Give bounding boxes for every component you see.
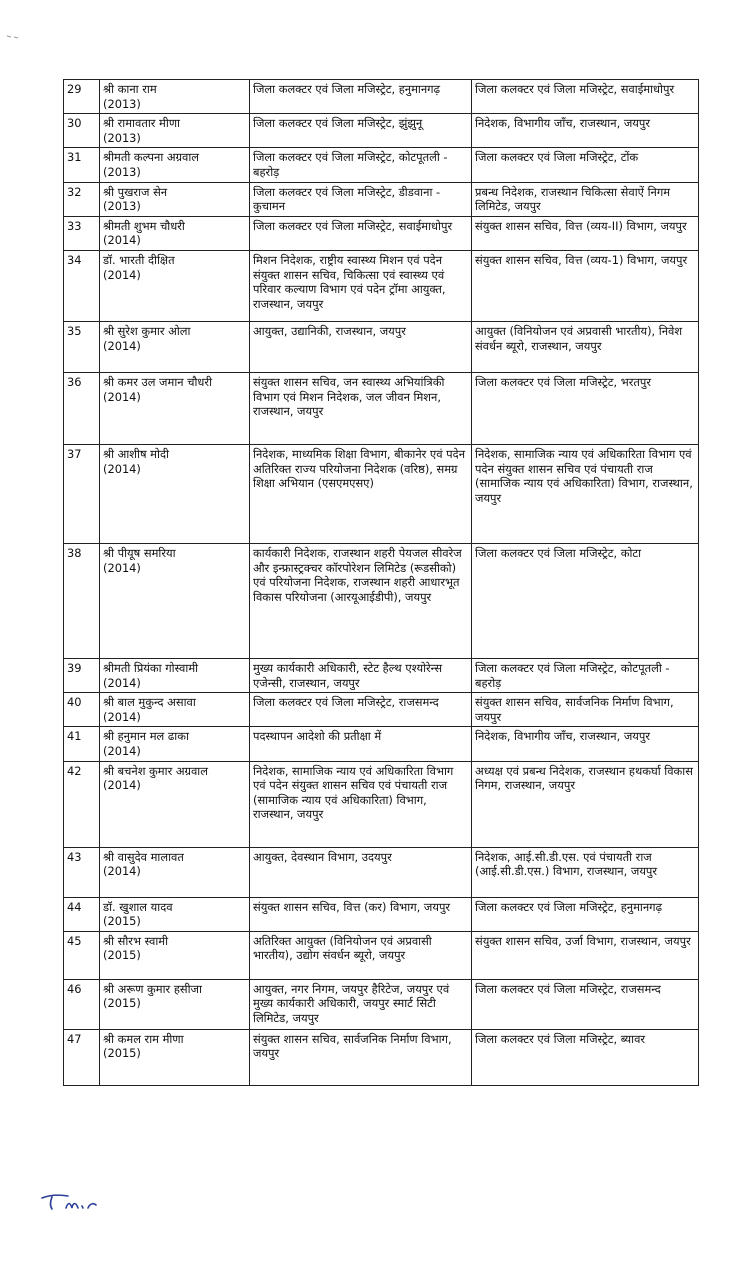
batch-year: (2014) — [103, 461, 141, 476]
officer-cell — [100, 897, 250, 931]
officer-name: श्री काना राम — [103, 82, 157, 96]
scan-mark — [6, 34, 20, 40]
table-row — [64, 897, 699, 931]
serial-number: 30 — [64, 114, 100, 148]
batch-year: (2013) — [103, 164, 141, 179]
officer-name: श्री सौरभ स्वामी — [103, 933, 169, 948]
serial-number: 31 — [64, 148, 100, 182]
new-posting: जिला कलक्टर एवं जिला मजिस्ट्रेट, कोटपूतली - बहरोड़ — [472, 658, 699, 692]
new-posting: संयुक्त शासन सचिव, सार्वजनिक निर्माण विभाग, जयपुर — [472, 693, 699, 727]
serial-number: 44 — [64, 897, 100, 931]
new-posting: निदेशक, विभागीय जाँच, राजस्थान, जयपुर — [472, 727, 699, 761]
batch-year: (2015) — [103, 996, 141, 1011]
serial-number: 39 — [64, 658, 100, 692]
table-row — [64, 931, 699, 979]
current-posting: आयुक्त, नगर निगम, जयपुर हैरिटेज, जयपुर एवं मुख्य कार्यकारी अधिकारी, जयपुर स्मार्ट सिटी लिमिटेड, जयपुर — [250, 979, 472, 1029]
officer-name: श्रीमती शुभम चौधरी — [103, 218, 185, 233]
batch-year: (2014) — [103, 675, 141, 690]
officer-cell — [100, 931, 250, 979]
table-row — [64, 182, 699, 216]
table-row — [64, 216, 699, 250]
table-row — [64, 80, 699, 114]
table-row — [64, 148, 699, 182]
officer-cell — [100, 250, 250, 321]
current-posting: संयुक्त शासन सचिव, वित्त (कर) विभाग, जयपुर — [250, 897, 472, 931]
current-posting: मिशन निदेशक, राष्ट्रीय स्वास्थ्य मिशन एवं पदेन संयुक्त शासन सचिव, चिकित्सा एवं स्वास्थ्य एवं परिवार कल्याण विभाग एवं पदेन ट्रॉमा आयुक्त, राजस्थान, जयपुर — [250, 250, 472, 321]
officer-name: श्रीमती कल्पना अग्रवाल — [103, 150, 200, 165]
officer-cell — [100, 847, 250, 897]
current-posting: जिला कलक्टर एवं जिला मजिस्ट्रेट, डीडवाना - कुचामन — [250, 182, 472, 216]
new-posting: संयुक्त शासन सचिव, वित्त (व्यय-II) विभाग, जयपुर — [472, 216, 699, 250]
serial-number: 41 — [64, 727, 100, 761]
batch-year: (2013) — [103, 130, 141, 145]
officer-name: श्री सुरेश कुमार ओला — [103, 323, 191, 338]
new-posting: जिला कलक्टर एवं जिला मजिस्ट्रेट, टोंक — [472, 148, 699, 182]
batch-year: (2014) — [103, 338, 141, 353]
officer-name: श्री आशीष मोदी — [103, 446, 169, 461]
batch-year: (2014) — [103, 709, 141, 724]
batch-year: (2015) — [103, 1046, 141, 1061]
officer-name: श्री वासुदेव मालावत — [103, 849, 184, 864]
officer-cell — [100, 216, 250, 250]
officer-cell — [100, 727, 250, 761]
batch-year: (2015) — [103, 914, 141, 929]
new-posting: जिला कलक्टर एवं जिला मजिस्ट्रेट, ब्यावर — [472, 1029, 699, 1085]
officer-name: श्री बाल मुकुन्द असावा — [103, 695, 196, 710]
serial-number: 35 — [64, 321, 100, 372]
officer-cell — [100, 148, 250, 182]
current-posting: मुख्य कार्यकारी अधिकारी, स्टेट हैल्थ एश्योरेन्स एजेन्सी, राजस्थान, जयपुर — [250, 658, 472, 692]
new-posting: जिला कलक्टर एवं जिला मजिस्ट्रेट, राजसमन्द — [472, 979, 699, 1029]
officer-name: श्री कमर उल जमान चौधरी — [103, 374, 213, 389]
batch-year: (2013) — [103, 199, 141, 214]
current-posting: अतिरिक्त आयुक्त (विनियोजन एवं अप्रवासी भारतीय), उद्योग संवर्धन ब्यूरो, जयपुर — [250, 931, 472, 979]
officer-name: श्री बचनेश कुमार अग्रवाल — [103, 763, 208, 778]
new-posting: निदेशक, विभागीय जाँच, राजस्थान, जयपुर — [472, 114, 699, 148]
serial-number: 38 — [64, 543, 100, 658]
serial-number: 47 — [64, 1029, 100, 1085]
officer-cell — [100, 543, 250, 658]
batch-year: (2014) — [103, 267, 141, 282]
officer-name: श्रीमती प्रियंका गोस्वामी — [103, 660, 199, 675]
current-posting: निदेशक, सामाजिक न्याय एवं अधिकारिता विभाग एवं पदेन संयुक्त शासन सचिव एवं पंचायती राज (सामाजिक न्याय एवं अधिकारिता) विभाग, राजस्थान, जयपुर — [250, 761, 472, 847]
new-posting: जिला कलक्टर एवं जिला मजिस्ट्रेट, कोटा — [472, 543, 699, 658]
new-posting: जिला कलक्टर एवं जिला मजिस्ट्रेट, हनुमानगढ़ — [472, 897, 699, 931]
table-row — [64, 250, 699, 321]
officer-cell — [100, 979, 250, 1029]
officer-cell — [100, 761, 250, 847]
batch-year: (2014) — [103, 389, 141, 404]
table-row — [64, 727, 699, 761]
officer-cell — [100, 114, 250, 148]
table-row — [64, 372, 699, 444]
table-row — [64, 444, 699, 543]
current-posting: पदस्थापन आदेशो की प्रतीक्षा में — [250, 727, 472, 761]
table-row — [64, 1029, 699, 1085]
table-row — [64, 114, 699, 148]
officer-name: डॉ. खुशाल यादव — [103, 899, 173, 914]
officer-cell — [100, 372, 250, 444]
new-posting: संयुक्त शासन सचिव, वित्त (व्यय-1) विभाग, जयपुर — [472, 250, 699, 321]
officer-cell — [100, 444, 250, 543]
current-posting: जिला कलक्टर एवं जिला मजिस्ट्रेट, राजसमन्द — [250, 693, 472, 727]
current-posting: संयुक्त शासन सचिव, सार्वजनिक निर्माण विभाग, जयपुर — [250, 1029, 472, 1085]
officer-cell — [100, 658, 250, 692]
new-posting: निदेशक, सामाजिक न्याय एवं अधिकारिता विभाग एवं पदेन संयुक्त शासन सचिव एवं पंचायती राज (सामाजिक न्याय एवं अधिकारिता) विभाग, राजस्थान, जयपुर — [472, 444, 699, 543]
serial-number: 42 — [64, 761, 100, 847]
table-row — [64, 658, 699, 692]
new-posting: संयुक्त शासन सचिव, उर्जा विभाग, राजस्थान, जयपुर — [472, 931, 699, 979]
serial-number: 43 — [64, 847, 100, 897]
current-posting: आयुक्त, उद्यानिकी, राजस्थान, जयपुर — [250, 321, 472, 372]
current-posting: जिला कलक्टर एवं जिला मजिस्ट्रेट, कोटपूतली - बहरोड़ — [250, 148, 472, 182]
table-row — [64, 761, 699, 847]
current-posting: कार्यकारी निदेशक, राजस्थान शहरी पेयजल सीवरेज और इन्फ्रास्ट्रक्चर कॉरपोरेशन लिमिटेड (रूडसीको) एवं परियोजना निदेशक, राजस्थान शहरी आधारभूत विकास परियोजना (आरयूआईडीपी), जयपुर — [250, 543, 472, 658]
table-row — [64, 847, 699, 897]
batch-year: (2014) — [103, 778, 141, 793]
officer-name: श्री कमल राम मीणा — [103, 1031, 184, 1046]
serial-number: 33 — [64, 216, 100, 250]
new-posting: जिला कलक्टर एवं जिला मजिस्ट्रेट, सवाईमाधोपुर — [472, 80, 699, 114]
batch-year: (2013) — [103, 96, 141, 111]
table-row — [64, 543, 699, 658]
new-posting: आयुक्त (विनियोजन एवं अप्रवासी भारतीय), निवेश संवर्धन ब्यूरो, राजस्थान, जयपुर — [472, 321, 699, 372]
officer-name: श्री पुखराज सेन — [103, 184, 168, 199]
officer-cell — [100, 321, 250, 372]
officer-name: श्री पीयूष समरिया — [103, 545, 176, 560]
table-row — [64, 693, 699, 727]
officer-name: श्री अरूण कुमार हसीजा — [103, 981, 202, 996]
current-posting: जिला कलक्टर एवं जिला मजिस्ट्रेट, झुंझुनू — [250, 114, 472, 148]
batch-year: (2015) — [103, 948, 141, 963]
current-posting: आयुक्त, देवस्थान विभाग, उदयपुर — [250, 847, 472, 897]
current-posting: संयुक्त शासन सचिव, जन स्वास्थ्य अभियांत्रिकी विभाग एवं मिशन निदेशक, जल जीवन मिशन, राजस्थान, जयपुर — [250, 372, 472, 444]
serial-number: 34 — [64, 250, 100, 321]
officer-name: श्री हनुमान मल ढाका — [103, 729, 189, 744]
officer-cell — [100, 182, 250, 216]
officer-cell — [100, 80, 250, 114]
new-posting: जिला कलक्टर एवं जिला मजिस्ट्रेट, भरतपुर — [472, 372, 699, 444]
serial-number: 32 — [64, 182, 100, 216]
current-posting: निदेशक, माध्यमिक शिक्षा विभाग, बीकानेर एवं पदेन अतिरिक्त राज्य परियोजना निदेशक (वरिष्ठ), समग्र शिक्षा अभियान (एसएमएसए) — [250, 444, 472, 543]
new-posting: अध्यक्ष एवं प्रबन्ध निदेशक, राजस्थान हथकर्घा विकास निगम, राजस्थान, जयपुर — [472, 761, 699, 847]
serial-number: 29 — [64, 80, 100, 114]
serial-number: 36 — [64, 372, 100, 444]
new-posting: प्रबन्ध निदेशक, राजस्थान चिकित्सा सेवाऐं निगम लिमिटेड, जयपुर — [472, 182, 699, 216]
current-posting: जिला कलक्टर एवं जिला मजिस्ट्रेट, सवाईमाधोपुर — [250, 216, 472, 250]
officer-cell — [100, 1029, 250, 1085]
signature-mark — [38, 1190, 118, 1214]
officer-name: श्री रामावतार मीणा — [103, 116, 181, 131]
serial-number: 45 — [64, 931, 100, 979]
batch-year: (2014) — [103, 233, 141, 248]
current-posting: जिला कलक्टर एवं जिला मजिस्ट्रेट, हनुमानगढ़ — [250, 80, 472, 114]
officer-cell — [100, 693, 250, 727]
batch-year: (2014) — [103, 560, 141, 575]
serial-number: 40 — [64, 693, 100, 727]
officer-name: डॉ. भारती दीक्षित — [103, 252, 175, 267]
serial-number: 46 — [64, 979, 100, 1029]
new-posting: निदेशक, आई.सी.डी.एस. एवं पंचायती राज (आई.सी.डी.एस.) विभाग, राजस्थान, जयपुर — [472, 847, 699, 897]
table-row — [64, 321, 699, 372]
batch-year: (2014) — [103, 864, 141, 879]
batch-year: (2014) — [103, 743, 141, 758]
serial-number: 37 — [64, 444, 100, 543]
transfer-table-body — [64, 80, 699, 1086]
table-row — [64, 979, 699, 1029]
transfer-table — [63, 79, 699, 1086]
